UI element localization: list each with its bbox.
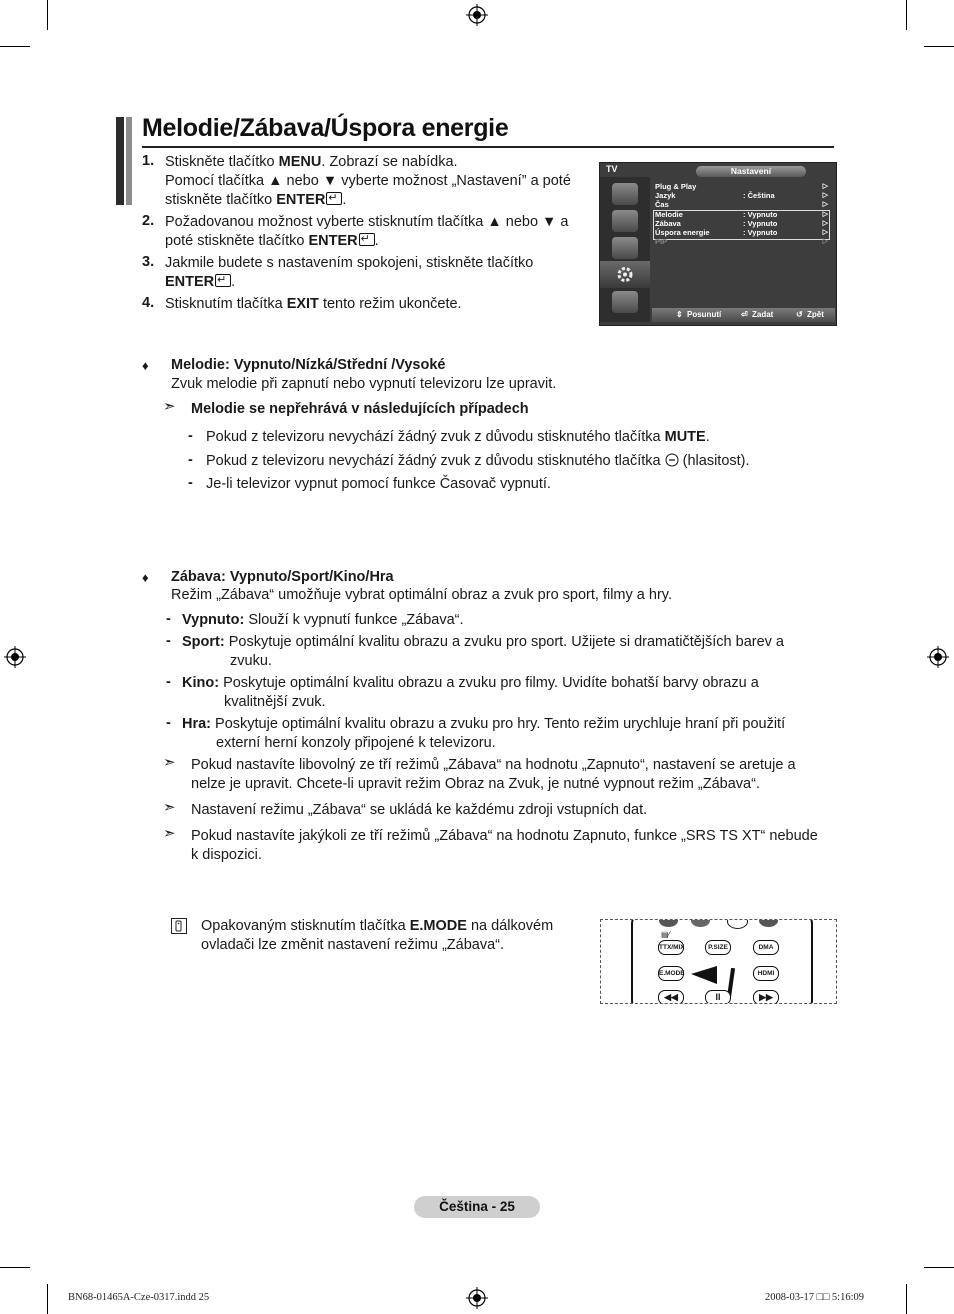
melodie-desc: Zvuk melodie při zapnutí nebo vypnutí televizoru lze upravit.: [171, 376, 557, 392]
tv-menu-header: Nastavení: [696, 166, 806, 177]
enter-icon: [215, 274, 231, 287]
enter-icon: [359, 233, 375, 246]
dash-bullet: -: [188, 452, 193, 468]
title-rule: [142, 146, 834, 148]
step-number: 3.: [142, 254, 155, 270]
enter-icon: [326, 192, 342, 205]
p-size-button[interactable]: P.SIZE: [705, 940, 731, 955]
melodie-item: Pokud z televizoru nevychází žádný zvuk z důvodu stisknutého tlačítka MUTE.: [206, 429, 710, 445]
step-number: 4.: [142, 295, 155, 311]
crop-mark: [47, 0, 48, 30]
zabava-heading: Zábava: Vypnuto/Sport/Kino/Hra: [171, 569, 394, 585]
step-number: 1.: [142, 153, 155, 169]
tv-menu-row: Plug & Play ▷: [655, 182, 828, 191]
fast-forward-button[interactable]: ▶▶: [753, 990, 779, 1004]
crop-mark: [47, 1284, 48, 1314]
pause-button[interactable]: II: [705, 990, 731, 1004]
step-4-text: Stisknutím tlačítka EXIT tento režim ukončete.: [165, 296, 462, 312]
tv-menu-row: Jazyk : Čeština ▷: [655, 191, 828, 200]
title-accent-bar: [126, 117, 132, 205]
note-arrow-icon: ➣: [163, 799, 176, 816]
melodie-note-heading: Melodie se nepřehrává v následujících případech: [191, 401, 529, 417]
crop-mark: [0, 1267, 30, 1268]
crop-mark: [924, 1267, 954, 1268]
zabava-note: Pokud nastavíte libovolný ze tří režimů „Zábava“ na hodnotu „Zapnuto“, nastavení se aretuje a nelze je upravit. Chcete-li upravit režim Obraz na Zvuk, je nutné vypnout režim „Zábava“.: [191, 757, 796, 792]
tv-menu-footer: ⇕ Posunutí ⏎ Zadat ↺ Zpět: [652, 308, 835, 322]
dash-bullet: -: [188, 475, 193, 491]
picture-icon: [612, 183, 638, 205]
mode-item: Hra: Poskytuje optimální kvalitu obrazu a zvuku pro hry. Tento režim urychluje hraní při použití: [182, 716, 786, 732]
mode-item: Sport: Poskytuje optimální kvalitu obrazu a zvuku pro sport. Užijete si dramatičtějších barev a: [182, 634, 784, 650]
page-number-badge: Čeština - 25: [414, 1196, 540, 1218]
melodie-heading: Melodie: Vypnuto/Nízká/Střední /Vysoké: [171, 357, 446, 373]
tv-tab-label: TV: [606, 164, 618, 174]
zabava-note: Pokud nastavíte jakýkoli ze tří režimů „Zábava“ na hodnotu Zapnuto, funkce „SRS TS XT“ nebude k dispozici.: [191, 828, 818, 863]
zabava-note: Nastavení režimu „Zábava“ se ukládá ke každému zdroji vstupních dat.: [191, 802, 648, 818]
rewind-button[interactable]: ◀◀: [658, 990, 684, 1004]
title-accent-bar: [116, 117, 124, 205]
footer-filename: BN68-01465A-Cze-0317.indd 25: [68, 1292, 210, 1303]
note-arrow-icon: ➣: [163, 825, 176, 842]
tv-menu-row: Zábava : Vypnuto ▷: [655, 219, 828, 228]
tv-menu-row: Melodie : Vypnuto ▷: [655, 210, 828, 219]
registration-mark-icon: [4, 646, 26, 668]
bullet-icon: ♦: [142, 358, 149, 373]
step-1-text: Stiskněte tlačítko MENU. Zobrazí se nabídka. Pomocí tlačítka ▲ nebo ▼ vyberte možnost „Nastavení” a poté stiskněte tlačítko ENTER↵ .: [165, 153, 595, 210]
crop-mark: [906, 1284, 907, 1314]
remote-illustration: [600, 919, 837, 1004]
melodie-item: Pokud z televizoru nevychází žádný zvuk z důvodu stisknutého tlačítka (hlasitost).: [206, 453, 750, 469]
dash-bullet: -: [188, 428, 193, 444]
tv-menu-row: Úspora energie : Vypnuto ▷: [655, 228, 828, 237]
mode-item: Vypnuto: Slouží k vypnutí funkce „Zábava“.: [182, 612, 464, 628]
step-2-text: Požadovanou možnost vyberte stisknutím tlačítka ▲ nebo ▼ a poté stiskněte tlačítko ENTER↵ .: [165, 213, 595, 251]
hdmi-button[interactable]: HDMI: [753, 966, 779, 981]
crop-mark: [924, 46, 954, 47]
step-number: 2.: [142, 213, 155, 229]
dma-button[interactable]: DMA: [753, 940, 779, 955]
crop-mark: [906, 0, 907, 30]
registration-mark-icon: [927, 646, 949, 668]
dash-bullet: -: [166, 715, 171, 731]
sound-icon: [612, 210, 638, 232]
melodie-item: Je-li televizor vypnut pomocí funkce Časovač vypnutí.: [206, 476, 551, 492]
dash-bullet: -: [166, 674, 171, 690]
tv-menu-screenshot: [599, 162, 837, 326]
remote-tip-text: Opakovaným stisknutím tlačítka E.MODE na dálkovém ovladači lze změnit nastavení režimu „Zábava“.: [201, 918, 554, 953]
dash-bullet: -: [166, 611, 171, 627]
dash-bullet: -: [166, 633, 171, 649]
note-arrow-icon: ➣: [163, 398, 176, 415]
channel-icon: [612, 237, 638, 259]
registration-mark-icon: [466, 1287, 488, 1309]
setup-gear-icon: [600, 261, 650, 288]
note-arrow-icon: ➣: [163, 754, 176, 771]
e-mode-button[interactable]: E.MODE: [658, 966, 684, 981]
step-3-text: Jakmile budete s nastavením spokojeni, stiskněte tlačítko ENTER↵ .: [165, 254, 595, 292]
tv-menu-row: PIP ▷: [655, 237, 828, 246]
crop-mark: [0, 46, 30, 47]
move-icon: ⇕: [676, 310, 683, 319]
registration-mark-icon: [466, 4, 488, 26]
mode-item: Kino: Poskytuje optimální kvalitu obrazu a zvuku pro filmy. Uvidíte bohatší barvy obrazu a: [182, 675, 759, 691]
footer-date: 2008-03-17 □□ 5:16:09: [765, 1292, 865, 1303]
return-icon: ↺: [796, 310, 803, 319]
bullet-icon: ♦: [142, 570, 149, 585]
ttx-icon: ▤⁄: [661, 930, 670, 939]
remote-note-icon: [171, 918, 187, 934]
volume-minus-icon: [665, 453, 679, 467]
enter-icon: ⏎: [741, 310, 748, 319]
zabava-desc: Režim „Zábava“ umožňuje vybrat optimální obraz a zvuk pro sport, filmy a hry.: [171, 587, 672, 603]
page-title: Melodie/Zábava/Úspora energie: [142, 114, 509, 142]
mode-item-cont: zvuku.: [230, 653, 272, 669]
mode-item-cont: externí herní konzoly připojené k televizoru.: [216, 735, 496, 751]
mode-item-cont: kvalitnější zvuk.: [224, 694, 326, 710]
tv-menu-row: Čas ▷: [655, 200, 828, 209]
ttx-mix-button[interactable]: TTX/MIX: [658, 940, 684, 955]
input-icon: [612, 291, 638, 313]
